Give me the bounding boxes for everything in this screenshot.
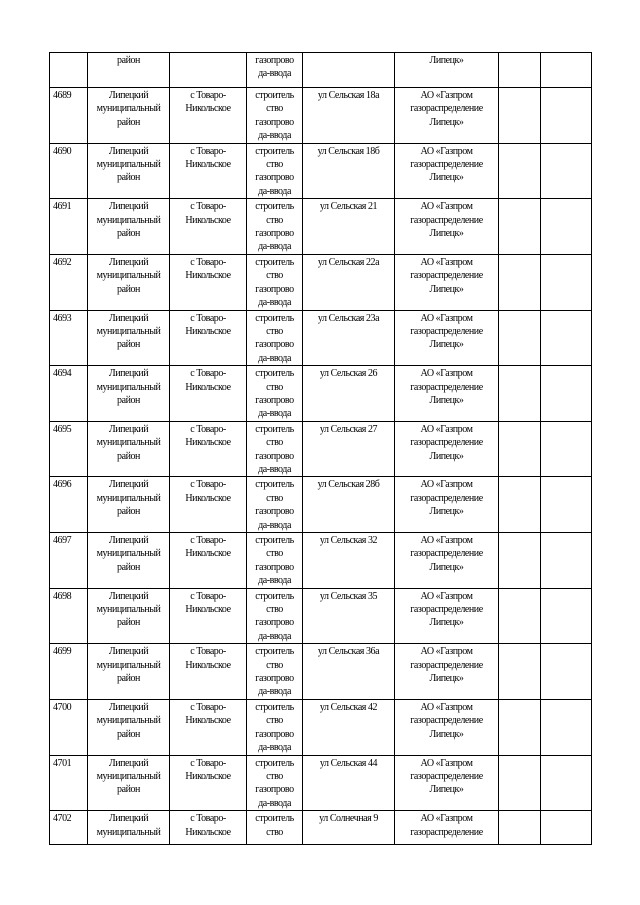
cell-district: Липецкий муниципальный район	[88, 199, 170, 255]
cell-work-type: строитель ство газопрово да-ввода	[247, 254, 303, 310]
cell-number: 4692	[50, 254, 88, 310]
table-row	[50, 588, 592, 644]
cell-settlement: с Товаро- Никольское	[170, 477, 247, 533]
cell-number: 4702	[50, 811, 88, 845]
cell-address: ул Сельская 35	[303, 588, 395, 644]
cell-empty-8	[541, 310, 592, 366]
cell-number: 4698	[50, 588, 88, 644]
cell-empty-8	[541, 254, 592, 310]
cell-number: 4699	[50, 644, 88, 700]
table-row	[50, 199, 592, 255]
cell-address: ул Сельская 32	[303, 533, 395, 589]
cell-empty-7	[499, 88, 541, 144]
cell-owner: Липецк»	[395, 53, 499, 88]
cell-empty-7	[499, 310, 541, 366]
cell-district: Липецкий муниципальный район	[88, 143, 170, 199]
table-row	[50, 366, 592, 422]
cell-address: ул Сельская 21	[303, 199, 395, 255]
table-row	[50, 88, 592, 144]
cell-district: Липецкий муниципальный район	[88, 421, 170, 477]
cell-settlement: с Товаро- Никольское	[170, 644, 247, 700]
cell-number: 4690	[50, 143, 88, 199]
cell-empty-8	[541, 143, 592, 199]
cell-owner: АО «Газпром газораспределение	[395, 811, 499, 845]
cell-empty-8	[541, 53, 592, 88]
cell-address: ул Сельская 18а	[303, 88, 395, 144]
table-row	[50, 811, 592, 845]
cell-number	[50, 53, 88, 88]
cell-empty-7	[499, 477, 541, 533]
cell-settlement: с Товаро- Никольское	[170, 254, 247, 310]
cell-owner: АО «Газпром газораспределение Липецк»	[395, 310, 499, 366]
cell-empty-7	[499, 755, 541, 811]
cell-empty-7	[499, 421, 541, 477]
cell-empty-7	[499, 811, 541, 845]
cell-address: ул Сельская 36а	[303, 644, 395, 700]
cell-owner: АО «Газпром газораспределение Липецк»	[395, 477, 499, 533]
cell-work-type: строитель ство газопрово да-ввода	[247, 199, 303, 255]
cell-address: ул Сельская 23а	[303, 310, 395, 366]
cell-empty-7	[499, 699, 541, 755]
cell-district: Липецкий муниципальный район	[88, 533, 170, 589]
cell-work-type: строитель ство газопрово да-ввода	[247, 310, 303, 366]
cell-district: район	[88, 53, 170, 88]
cell-work-type: строитель ство газопрово да-ввода	[247, 588, 303, 644]
cell-district: Липецкий муниципальный	[88, 811, 170, 845]
cell-district: Липецкий муниципальный район	[88, 254, 170, 310]
cell-work-type: строитель ство газопрово да-ввода	[247, 477, 303, 533]
cell-address: ул Сельская 44	[303, 755, 395, 811]
cell-address: ул Сельская 22а	[303, 254, 395, 310]
cell-district: Липецкий муниципальный район	[88, 477, 170, 533]
cell-number: 4694	[50, 366, 88, 422]
cell-settlement: с Товаро- Никольское	[170, 199, 247, 255]
cell-work-type: строитель ство газопрово да-ввода	[247, 143, 303, 199]
cell-empty-8	[541, 811, 592, 845]
table-row	[50, 53, 592, 88]
cell-owner: АО «Газпром газораспределение Липецк»	[395, 588, 499, 644]
cell-empty-7	[499, 199, 541, 255]
cell-empty-7	[499, 366, 541, 422]
cell-settlement	[170, 53, 247, 88]
cell-work-type: строитель ство газопрово да-ввода	[247, 699, 303, 755]
cell-number: 4696	[50, 477, 88, 533]
cell-work-type: строитель ство газопрово да-ввода	[247, 533, 303, 589]
cell-empty-8	[541, 199, 592, 255]
cell-owner: АО «Газпром газораспределение Липецк»	[395, 644, 499, 700]
cell-settlement: с Товаро- Никольское	[170, 588, 247, 644]
cell-empty-7	[499, 588, 541, 644]
table-row	[50, 644, 592, 700]
cell-settlement: с Товаро- Никольское	[170, 755, 247, 811]
cell-owner: АО «Газпром газораспределение Липецк»	[395, 254, 499, 310]
cell-number: 4700	[50, 699, 88, 755]
table-row	[50, 143, 592, 199]
table-row	[50, 254, 592, 310]
cell-work-type: строитель ство газопрово да-ввода	[247, 755, 303, 811]
cell-address: ул Сельская 18б	[303, 143, 395, 199]
cell-empty-8	[541, 477, 592, 533]
cell-empty-8	[541, 699, 592, 755]
cell-empty-8	[541, 366, 592, 422]
cell-owner: АО «Газпром газораспределение Липецк»	[395, 755, 499, 811]
cell-district: Липецкий муниципальный район	[88, 644, 170, 700]
cell-settlement: с Товаро- Никольское	[170, 366, 247, 422]
cell-empty-8	[541, 533, 592, 589]
registry-table	[49, 52, 592, 845]
cell-address: ул Сельская 27	[303, 421, 395, 477]
cell-district: Липецкий муниципальный район	[88, 588, 170, 644]
cell-address: ул Солнечная 9	[303, 811, 395, 845]
table-row	[50, 477, 592, 533]
table-row	[50, 755, 592, 811]
cell-empty-8	[541, 755, 592, 811]
cell-settlement: с Товаро- Никольское	[170, 699, 247, 755]
cell-address	[303, 53, 395, 88]
table-row	[50, 421, 592, 477]
cell-district: Липецкий муниципальный район	[88, 310, 170, 366]
cell-number: 4697	[50, 533, 88, 589]
cell-number: 4691	[50, 199, 88, 255]
cell-number: 4689	[50, 88, 88, 144]
cell-empty-8	[541, 644, 592, 700]
cell-settlement: с Товаро- Никольское	[170, 421, 247, 477]
cell-work-type: газопрово да-ввода	[247, 53, 303, 88]
cell-settlement: с Товаро- Никольское	[170, 811, 247, 845]
cell-settlement: с Товаро- Никольское	[170, 533, 247, 589]
cell-owner: АО «Газпром газораспределение Липецк»	[395, 199, 499, 255]
cell-work-type: строитель ство газопрово да-ввода	[247, 88, 303, 144]
cell-owner: АО «Газпром газораспределение Липецк»	[395, 533, 499, 589]
cell-empty-7	[499, 533, 541, 589]
cell-district: Липецкий муниципальный район	[88, 755, 170, 811]
cell-work-type: строитель ство газопрово да-ввода	[247, 366, 303, 422]
cell-number: 4701	[50, 755, 88, 811]
cell-owner: АО «Газпром газораспределение Липецк»	[395, 366, 499, 422]
cell-owner: АО «Газпром газораспределение Липецк»	[395, 699, 499, 755]
cell-number: 4695	[50, 421, 88, 477]
cell-address: ул Сельская 28б	[303, 477, 395, 533]
cell-empty-8	[541, 88, 592, 144]
cell-number: 4693	[50, 310, 88, 366]
cell-owner: АО «Газпром газораспределение Липецк»	[395, 88, 499, 144]
cell-empty-8	[541, 421, 592, 477]
cell-work-type: строитель ство	[247, 811, 303, 845]
cell-empty-7	[499, 53, 541, 88]
cell-empty-7	[499, 254, 541, 310]
cell-empty-8	[541, 588, 592, 644]
cell-owner: АО «Газпром газораспределение Липецк»	[395, 421, 499, 477]
table-row	[50, 310, 592, 366]
cell-district: Липецкий муниципальный район	[88, 699, 170, 755]
registry-body	[50, 53, 592, 845]
cell-district: Липецкий муниципальный район	[88, 88, 170, 144]
cell-settlement: с Товаро- Никольское	[170, 310, 247, 366]
cell-settlement: с Товаро- Никольское	[170, 88, 247, 144]
table-row	[50, 699, 592, 755]
cell-address: ул Сельская 26	[303, 366, 395, 422]
cell-empty-7	[499, 644, 541, 700]
table-row	[50, 533, 592, 589]
cell-settlement: с Товаро- Никольское	[170, 143, 247, 199]
cell-empty-7	[499, 143, 541, 199]
cell-work-type: строитель ство газопрово да-ввода	[247, 421, 303, 477]
cell-district: Липецкий муниципальный район	[88, 366, 170, 422]
cell-owner: АО «Газпром газораспределение Липецк»	[395, 143, 499, 199]
cell-address: ул Сельская 42	[303, 699, 395, 755]
cell-work-type: строитель ство газопрово да-ввода	[247, 644, 303, 700]
